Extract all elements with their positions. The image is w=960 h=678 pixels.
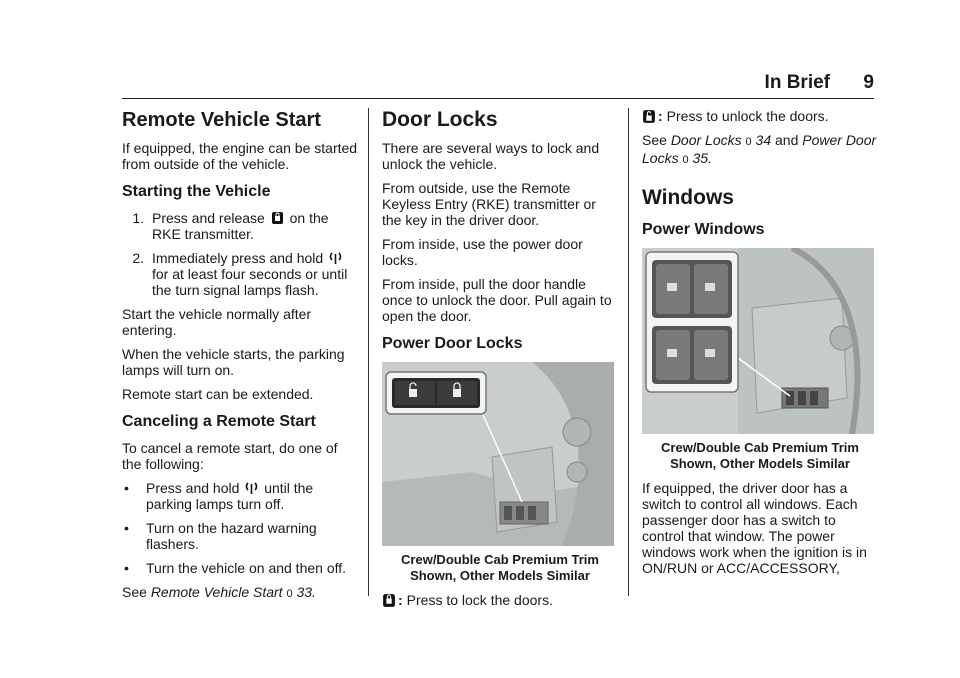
step-text: Immediately press and hold xyxy=(152,250,324,266)
bullet-text: Turn on the hazard warning flashers. xyxy=(146,520,317,552)
steps-list xyxy=(122,210,358,298)
reference-link[interactable]: Remote Vehicle Start xyxy=(150,584,283,600)
see-prefix: See xyxy=(122,584,147,600)
bullet: • xyxy=(124,480,129,496)
lock-key-description xyxy=(382,592,618,608)
heading-canceling-remote-start: Canceling a Remote Start xyxy=(122,413,316,430)
remote-start-icon xyxy=(245,481,258,495)
page-arrow-icon: 0 xyxy=(682,154,689,166)
section-title: In Brief xyxy=(764,72,830,93)
column-windows xyxy=(642,108,878,584)
bullet-text: Press and hold xyxy=(146,480,240,496)
step-text: on the RKE transmitter. xyxy=(152,210,329,242)
column-door-locks xyxy=(382,108,618,616)
list-item xyxy=(122,520,358,552)
door-lock-illustration xyxy=(382,362,614,546)
heading-windows: Windows xyxy=(642,186,734,209)
column-divider xyxy=(368,108,369,596)
page-header xyxy=(122,68,874,99)
unlock-key-icon xyxy=(642,109,656,124)
see-and: and xyxy=(775,132,799,148)
bullet-text: Turn the vehicle on and then off. xyxy=(146,560,347,576)
paragraph-parking-lamps: When the vehicle starts, the parking lamps will turn on. xyxy=(122,346,345,378)
key-colon: : xyxy=(398,592,403,608)
paragraph-start-normally: Start the vehicle normally after entering. xyxy=(122,306,312,338)
step-text: Press and release xyxy=(152,210,265,226)
heading-power-windows: Power Windows xyxy=(642,221,765,238)
list-item xyxy=(122,560,358,576)
bullet-text: until the parking lamps turn off. xyxy=(146,480,314,512)
see-reference xyxy=(642,132,878,168)
heading-starting-vehicle: Starting the Vehicle xyxy=(122,183,271,200)
unlock-text: Press to unlock the doors. xyxy=(666,108,829,124)
see-reference xyxy=(122,584,358,602)
list-item xyxy=(122,210,358,242)
heading-power-door-locks: Power Door Locks xyxy=(382,335,523,352)
lock-key-icon xyxy=(271,211,284,225)
caption-line: Shown, Other Models Similar xyxy=(410,568,590,583)
key-colon: : xyxy=(658,108,663,124)
paragraph-extend: Remote start can be extended. xyxy=(122,386,314,402)
lock-key-icon xyxy=(382,593,396,608)
reference-page: 33. xyxy=(296,584,316,600)
page-arrow-icon: 0 xyxy=(745,136,752,148)
column-divider xyxy=(628,108,629,596)
step-number: 2. xyxy=(132,250,144,266)
intro-paragraph: If equipped, the engine can be started from outside of the vehicle. xyxy=(122,140,358,172)
window-switch-illustration xyxy=(642,248,874,434)
caption-line: Shown, Other Models Similar xyxy=(670,456,850,471)
reference-page: 35. xyxy=(692,150,712,166)
reference-link[interactable]: Power Door Locks xyxy=(642,132,877,166)
see-prefix: See xyxy=(642,132,667,148)
lock-text: Press to lock the doors. xyxy=(406,592,553,608)
heading-remote-vehicle-start: Remote Vehicle Start xyxy=(122,109,321,131)
caption-line: Crew/Double Cab Premium Trim xyxy=(401,552,599,567)
figure-caption xyxy=(642,440,878,472)
paragraph: From outside, use the Remote Keyless Entry (RKE) transmitter or the key in the driver door. xyxy=(382,180,596,228)
paragraph: From inside, pull the door handle once to unlock the door. Pull again to open the door. xyxy=(382,276,612,324)
reference-page: 34 xyxy=(755,132,772,148)
unlock-key-description xyxy=(642,108,878,124)
figure-caption xyxy=(382,552,618,584)
column-remote-start xyxy=(122,108,358,610)
reference-link[interactable]: Door Locks xyxy=(670,132,742,148)
door-panel-image xyxy=(382,362,614,546)
cancel-intro: To cancel a remote start, do one of the following: xyxy=(122,440,338,472)
list-item xyxy=(122,250,358,298)
list-item xyxy=(122,480,358,512)
caption-line: Crew/Double Cab Premium Trim xyxy=(661,440,859,455)
bullet: • xyxy=(124,560,129,576)
paragraph: From inside, use the power door locks. xyxy=(382,236,583,268)
page-number: 9 xyxy=(863,72,874,93)
bullet: • xyxy=(124,520,129,536)
step-text: for at least four seconds or until the turn signal lamps flash. xyxy=(152,266,348,298)
page-arrow-icon: 0 xyxy=(286,588,293,600)
paragraph-power-windows: If equipped, the driver door has a switch to control all windows. Each passenger door has a switch to control that window. The power windows work when the ignition is in ON/RUN or ACC/ACCESSORY, xyxy=(642,480,867,576)
heading-door-locks: Door Locks xyxy=(382,108,498,131)
step-number: 1. xyxy=(132,210,144,226)
window-panel-image xyxy=(642,248,874,434)
paragraph: There are several ways to lock and unlock the vehicle. xyxy=(382,140,600,172)
remote-start-icon xyxy=(329,251,342,265)
